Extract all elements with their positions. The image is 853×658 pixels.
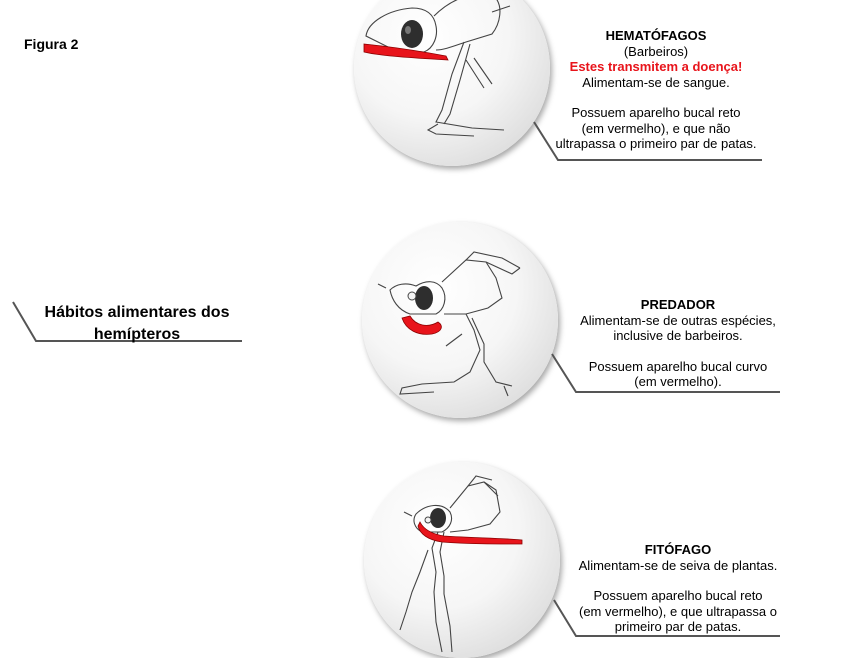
hematophagous-alert: Estes transmitem a doença!	[569, 59, 743, 74]
hematophagous-illustration	[354, 0, 550, 166]
figure-label: Figura 2	[24, 36, 79, 52]
predator-illustration	[362, 222, 558, 418]
phytophagous-description	[568, 542, 788, 635]
hematophagous-diet: Alimentam-se de sangue.	[582, 74, 730, 90]
phytophagous-mouthparts-line-3: primeiro par de patas.	[614, 619, 742, 634]
main-title: Hábitos alimentares dos hemípteros	[44, 304, 230, 343]
hematophagous-bug-head-icon	[354, 0, 550, 166]
hematophagous-mouthparts-line-1: Possuem aparelho bucal reto	[571, 105, 741, 120]
predator-title: PREDADOR	[640, 297, 716, 312]
predator-description	[568, 297, 788, 390]
phytophagous-title: FITÓFAGO	[644, 542, 712, 557]
predator-bug-head-icon	[362, 222, 558, 418]
phytophagous-illustration	[364, 462, 560, 658]
hematophagous-title: HEMATÓFAGOS	[605, 28, 707, 43]
phytophagous-diet: Alimentam-se de seiva de plantas.	[578, 557, 778, 573]
predator-mouthparts-line-1: Possuem aparelho bucal curvo	[588, 358, 768, 374]
phytophagous-bug-head-icon	[364, 462, 560, 658]
hematophagous-mouthparts-line-2: (em vermelho), e que não	[581, 120, 731, 136]
predator-diet-line-1: Alimentam-se de outras espécies,	[580, 312, 776, 328]
main-title-box	[10, 298, 246, 348]
hematophagous-subtitle: (Barbeiros)	[623, 43, 689, 59]
predator-diet-line-2: inclusive de barbeiros.	[613, 328, 743, 343]
hematophagous-mouthparts-line-3: ultrapassa o primeiro par de patas.	[555, 136, 757, 151]
phytophagous-mouthparts-line-1: Possuem aparelho bucal reto	[593, 588, 763, 603]
predator-mouthparts-line-2: (em vermelho).	[634, 374, 722, 389]
phytophagous-mouthparts-line-2: (em vermelho), e que ultrapassa o	[579, 603, 777, 619]
hematophagous-description	[548, 28, 764, 152]
